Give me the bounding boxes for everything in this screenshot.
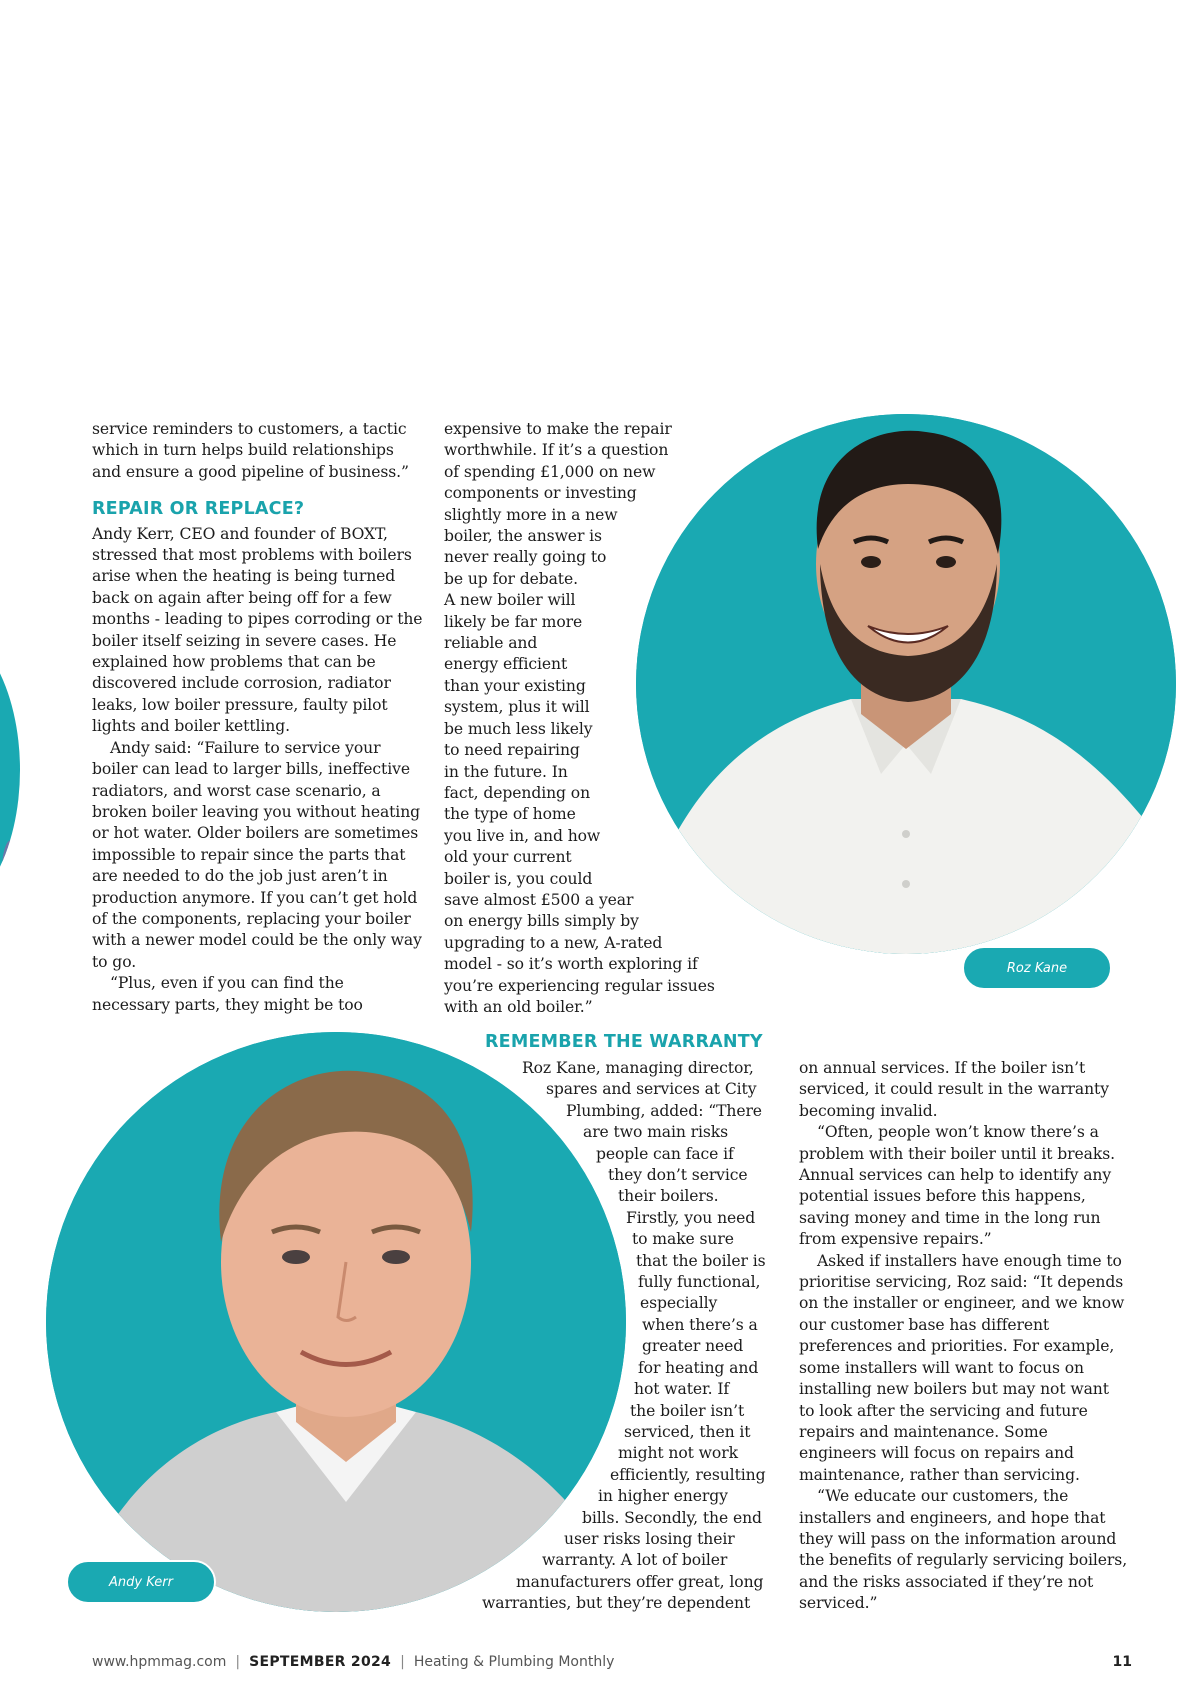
footer-issue-date: SEPTEMBER 2024	[249, 1654, 392, 1670]
text-line: model - so it’s worth exploring if	[444, 955, 698, 974]
text-line: to make sure	[632, 1230, 734, 1249]
paragraph-asked-installers: Asked if installers have enough time to prioritise servicing, Roz said: “It depends on the installer or engineer, and we know our customer base has different preferences and priorities. For example, some installers will want to focus on installing new boilers but may not want to look after the servicing and future repairs and maintenance. Some engineers will focus on repairs and maintenance, rather than servicing.	[799, 1251, 1125, 1484]
text-line: you’re experiencing regular issues	[444, 976, 715, 995]
text-line: A new boiler will	[444, 591, 576, 610]
text-line: spares and services at City	[546, 1080, 757, 1099]
caption-roz-kane-text: Roz Kane	[1006, 960, 1068, 976]
article-column-right	[799, 1058, 1129, 1615]
text-line: upgrading to a new, A-rated	[444, 933, 663, 952]
text-line: fact, depending on	[444, 783, 591, 802]
text-line: with an old boiler.”	[444, 997, 593, 1016]
paragraph-annual-services: on annual services. If the boiler isn’t serviced, it could result in the warranty becoming invalid.	[799, 1059, 1109, 1120]
text-line: that the boiler is	[636, 1251, 766, 1270]
text-line: on energy bills simply by	[444, 912, 639, 931]
text-line: serviced, then it	[624, 1422, 751, 1441]
text-line: in the future. In	[444, 762, 568, 781]
caption-andy-kerr	[66, 1560, 216, 1604]
footer-separator: |	[400, 1654, 405, 1670]
text-line: manufacturers offer great, long	[516, 1572, 764, 1591]
text-line: reliable and	[444, 634, 538, 653]
paragraph-we-educate: “We educate our customers, the installers and engineers, and hope that they will pass on the information around the benefits of regularly servicing boilers, and the risks associated if they’re not serviced.”	[799, 1487, 1128, 1613]
text-line: of spending £1,000 on new	[444, 462, 656, 481]
text-line: likely be far more	[444, 612, 583, 631]
text-line: energy efficient	[444, 655, 568, 674]
paragraph-plus-parts: “Plus, even if you can find the necessary parts, they might be too	[92, 974, 363, 1014]
paragraph-lead-continuation: service reminders to customers, a tactic which in turn helps build relationships and ensure a good pipeline of business.”	[92, 420, 409, 481]
text-line: than your existing	[444, 676, 586, 695]
text-line: warranty. A lot of boiler	[542, 1551, 728, 1570]
text-line: to need repairing	[444, 741, 580, 760]
heading-repair-or-replace: REPAIR OR REPLACE?	[92, 499, 305, 520]
text-line: the boiler isn’t	[630, 1401, 745, 1420]
heading-remember-the-warranty: REMEMBER THE WARRANTY	[485, 1032, 763, 1052]
text-line: for heating and	[638, 1358, 759, 1377]
text-line: the type of home	[444, 805, 576, 824]
page-number: 11	[1112, 1654, 1132, 1670]
text-line: you live in, and how	[444, 826, 601, 845]
text-line: might not work	[618, 1444, 738, 1463]
text-line: bills. Secondly, the end	[582, 1508, 762, 1527]
paragraph-often-people: “Often, people won’t know there’s a problem with their boiler until it breaks. Annual services can help to identify any potential issues before this happens, saving money and time in the long run from expensive repairs.”	[799, 1123, 1115, 1249]
caption-andy-kerr-text: Andy Kerr	[109, 1574, 173, 1590]
text-line: Firstly, you need	[626, 1208, 756, 1227]
text-line: worthwhile. If it’s a question	[444, 441, 669, 460]
paragraph-andy-quote: Andy said: “Failure to service your boiler can lead to larger bills, ineffective radiators, and worst case scenario, a broken boiler leaving you without heating or hot water. Older boilers are sometimes impossible to repair since the parts that are needed to do the job just aren’t in production anymore. If you can’t get hold of the components, replacing your boiler with a newer model could be the only way to go.	[92, 738, 422, 971]
text-line: greater need	[642, 1337, 744, 1356]
text-line: Roz Kane, managing director,	[522, 1059, 754, 1077]
text-line: warranties, but they’re dependent	[482, 1594, 751, 1613]
caption-roz-kane	[962, 946, 1112, 990]
text-line: especially	[640, 1294, 718, 1313]
text-line: Plumbing, added: “There	[566, 1101, 762, 1120]
text-line: they don’t service	[608, 1166, 748, 1185]
text-line: are two main risks	[583, 1123, 729, 1142]
text-line: people can face if	[596, 1144, 734, 1163]
text-line: hot water. If	[634, 1380, 730, 1399]
footer-publication-name: Heating & Plumbing Monthly	[413, 1654, 615, 1670]
text-line: be much less likely	[444, 719, 593, 738]
footer-separator: |	[235, 1654, 241, 1670]
article-column-warranty	[470, 1058, 768, 1615]
text-line: system, plus it will	[444, 698, 590, 717]
text-line: their boilers.	[618, 1187, 719, 1206]
text-line: slightly more in a new	[444, 505, 618, 524]
photo-partial-left	[0, 620, 20, 920]
footer-website: www.hpmmag.com	[92, 1654, 227, 1670]
text-line: user risks losing their	[564, 1529, 735, 1548]
text-line: expensive to make the repair	[444, 420, 672, 438]
text-line: efficiently, resulting	[610, 1465, 766, 1484]
text-line: when there’s a	[642, 1315, 758, 1334]
page-footer	[92, 1652, 1132, 1672]
text-line: components or investing	[444, 484, 637, 503]
text-line: boiler is, you could	[444, 869, 593, 888]
article-column-middle	[444, 419, 744, 1018]
text-line: boiler, the answer is	[444, 527, 602, 546]
text-line: old your current	[444, 848, 572, 867]
text-line: fully functional,	[638, 1273, 761, 1292]
text-line: save almost £500 a year	[444, 890, 634, 909]
article-column-left	[92, 419, 426, 1016]
text-line: in higher energy	[598, 1487, 728, 1506]
text-line: never really going to	[444, 548, 607, 567]
text-line: be up for debate.	[444, 569, 578, 588]
paragraph-andy-kerr-intro: Andy Kerr, CEO and founder of BOXT, stressed that most problems with boilers arise when the heating is being turned back on again after being off for a few months - leading to pipes corroding or the boiler itself seizing in severe cases. He explained how problems that can be discovered include corrosion, radiator leaks, low boiler pressure, faulty pilot lights and boiler kettling.	[92, 524, 423, 736]
